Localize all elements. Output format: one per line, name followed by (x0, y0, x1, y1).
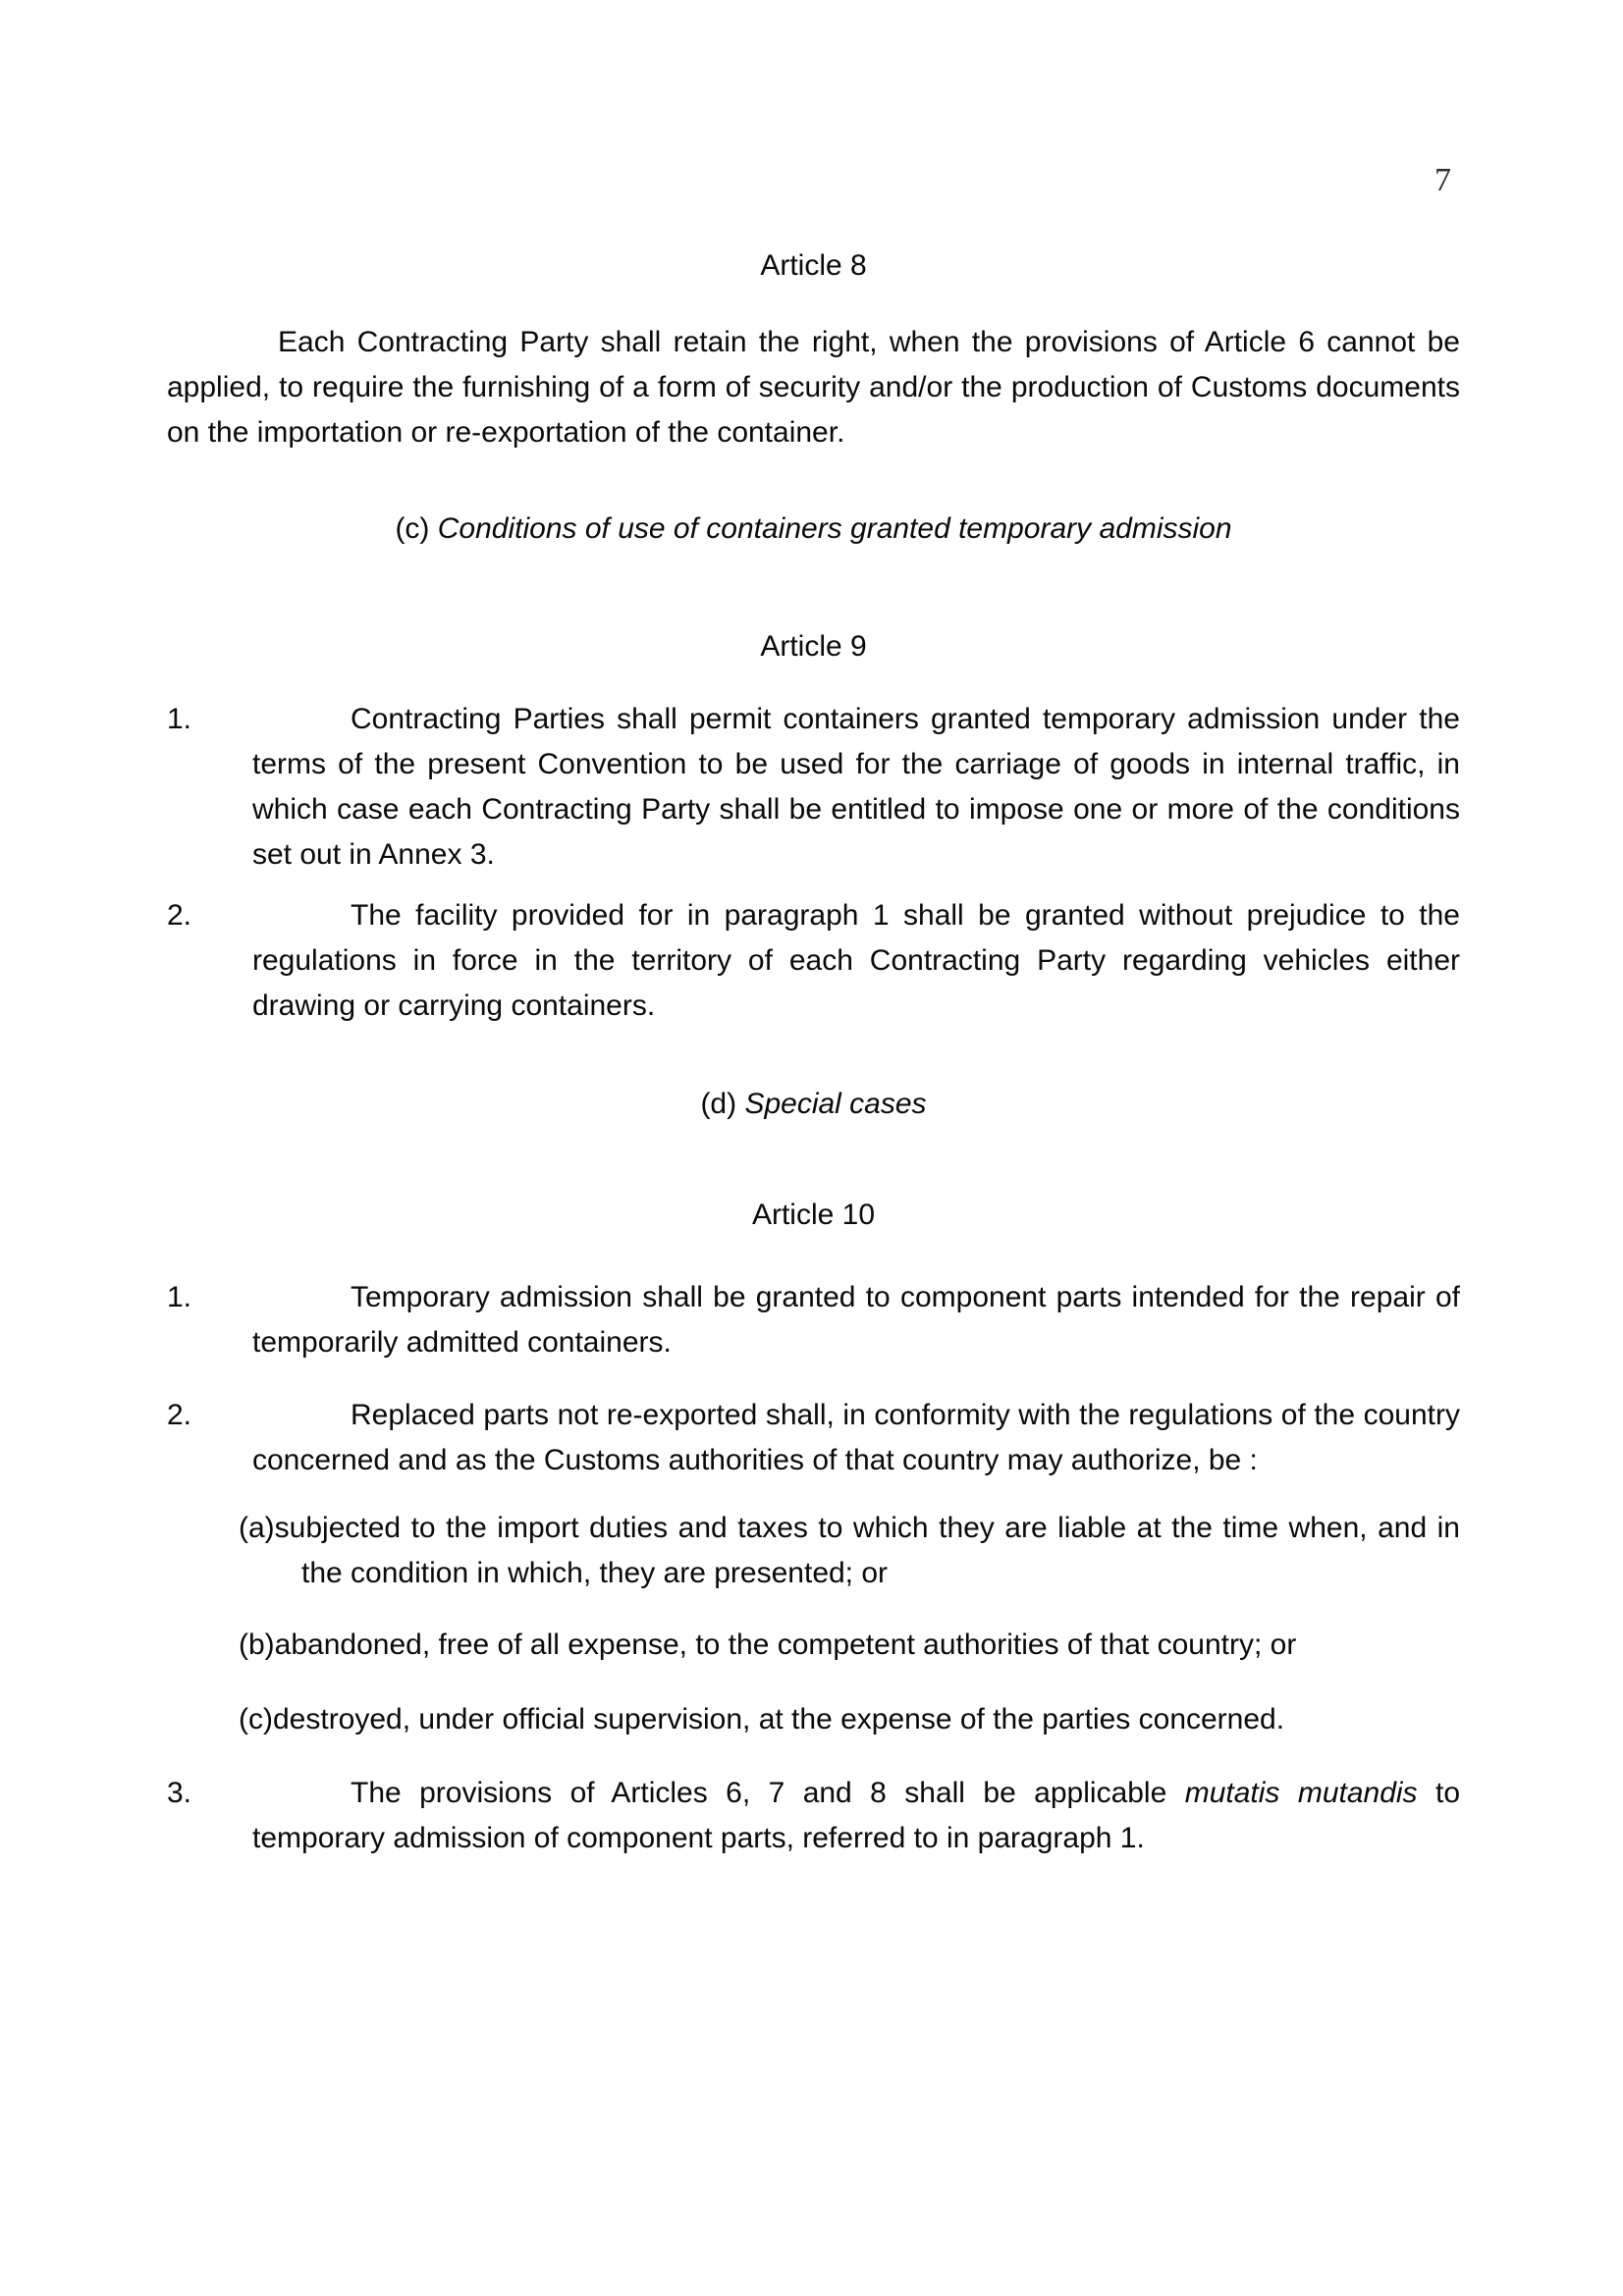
sub-item-text: abandoned, free of all expense, to the competent authorities of that country; or (274, 1629, 1297, 1661)
page-number: 7 (1434, 162, 1451, 198)
section-c-heading (167, 507, 1460, 552)
item-text-italic: mutatis mutandis (1184, 1777, 1418, 1809)
page-content (167, 0, 1460, 1861)
article-10-item-2 (167, 1393, 1460, 1483)
article-10-sub-item-c (239, 1697, 1460, 1742)
item-text: The facility provided for in paragraph 1 shall be granted without prejudice to the regulations in force in the territory of each Contracting Party regarding vehicles either drawing or carrying containers. (252, 899, 1460, 1022)
article-10-item-1 (167, 1275, 1460, 1365)
section-d-heading (167, 1082, 1460, 1127)
item-text: Contracting Parties shall permit containers granted temporary admission under the terms of the present Convention to be used for the carriage of goods in internal traffic, in which case each Contracting Party shall be entitled to impose one or more of the conditions set out in Annex 3. (252, 703, 1460, 871)
section-c-marker: (c) (395, 512, 430, 545)
item-text: Replaced parts not re-exported shall, in conformity with the regulations of the country concerned and as the Customs authorities of that country may authorize, be : (252, 1399, 1460, 1476)
item-text-before-italic: The provisions of Articles 6, 7 and 8 shall be applicable (351, 1777, 1185, 1809)
sub-item-text: destroyed, under official supervision, at the expense of the parties concerned. (272, 1703, 1285, 1735)
item-text-after-italic: to temporary admission of component parts, referred to in paragraph 1. (252, 1777, 1461, 1854)
article-8-paragraph: Each Contracting Party shall retain the right, when the provisions of Article 6 cannot be applied, to require the furnishing of a form of security and/or the production of Customs documents on the importation or re-exportation of the container. (167, 326, 1460, 449)
article-10-sub-item-a (239, 1506, 1460, 1596)
article-9-heading: Article 9 (760, 630, 867, 663)
item-number: 3. (167, 1777, 192, 1809)
section-d-title: Special cases (744, 1088, 927, 1120)
article-10-heading: Article 10 (751, 1199, 876, 1231)
article-9-item-1 (167, 697, 1460, 878)
item-number: 1. (167, 1281, 192, 1313)
item-number: 2. (167, 899, 192, 932)
sub-item-text: subjected to the import duties and taxes to which they are liable at the time when, and in the condition in which, they are presented; or (274, 1512, 1460, 1589)
item-number: 2. (167, 1399, 192, 1431)
article-10-sub-item-b (239, 1623, 1460, 1668)
section-d-marker: (d) (700, 1088, 737, 1120)
sub-item-marker: (b) (239, 1629, 275, 1661)
item-text: Temporary admission shall be granted to component parts intended for the repair of temporarily admitted containers. (252, 1281, 1460, 1359)
article-8-heading: Article 8 (760, 249, 867, 282)
sub-item-marker: (a) (239, 1512, 275, 1544)
sub-item-marker: (c) (239, 1703, 273, 1735)
item-number: 1. (167, 703, 192, 735)
section-c-title: Conditions of use of containers granted temporary admission (437, 512, 1232, 545)
article-10-item-3 (167, 1771, 1460, 1861)
article-9-item-2 (167, 893, 1460, 1029)
